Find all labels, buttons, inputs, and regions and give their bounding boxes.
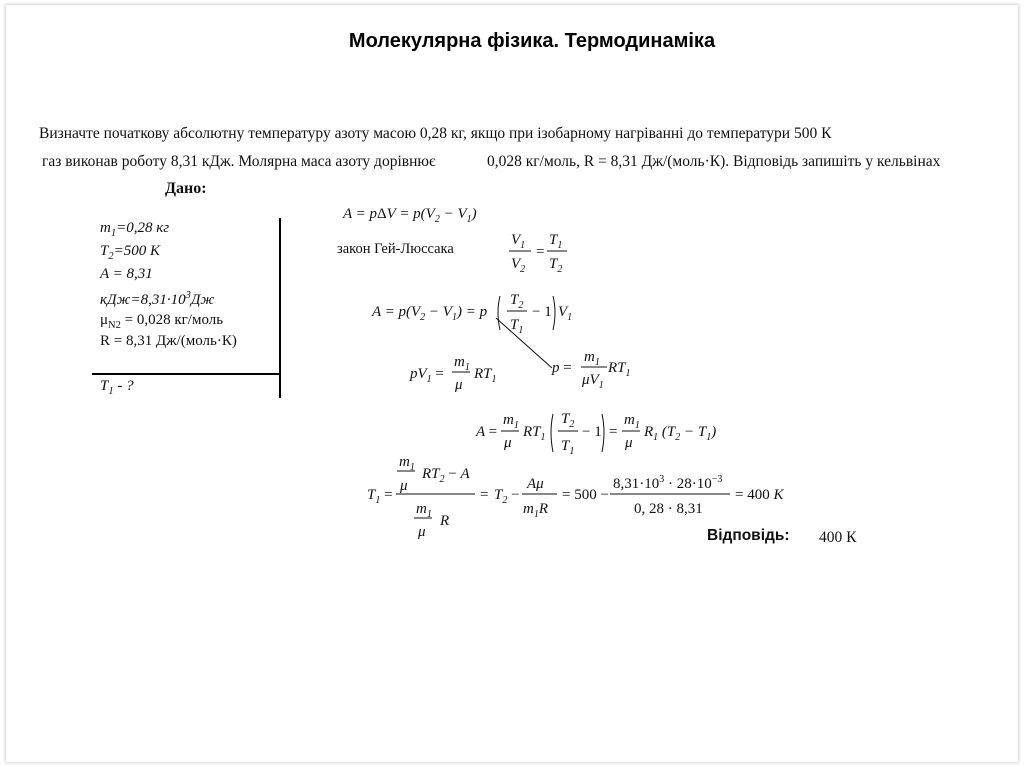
svg-text:μ: μ [418,524,426,540]
svg-text:A =: A = [476,424,498,440]
svg-text:pV1 =: $pV_1$ = [410,366,444,385]
svg-text:Aμ: Aμ [527,476,544,492]
given-item-molar-mass: $\mu_{N2} = 0,028$ кг/моль [100,312,224,331]
svg-text:m1: $m_1$ [399,454,415,473]
svg-text:RT1: $RT_1$ [474,366,497,385]
answer-label: Відповідь: [707,527,790,544]
svg-text:V1: $V_1$ [558,304,573,323]
formula-work-expanded [371,292,572,336]
formula-work: $A = p\Delta V = p(V_2 - V_1)$ [343,206,477,225]
svg-text:p =: p = [552,360,572,376]
svg-text:μ: μ [504,435,512,451]
formula-pressure [551,349,631,391]
svg-text:T2: $T_2$ [561,411,575,430]
svg-text:m1R: $m_1R$ [523,501,549,520]
svg-text:m1: $m_1$ [416,501,432,520]
given-item-gas-constant: R = 8,31 Дж/(моль·К) [100,333,237,349]
svg-text:RT1: $RT_1$ [608,360,631,379]
svg-text:A = p(V2 − V1) = p: $A = p(V_2 - V_1) = p$ [372,304,488,323]
svg-text:8,31·103 · 28·10−3: $8,31\cdot 10^3 \cdot 28\cdot 10^{-3}$ [613,474,723,492]
svg-text:=: = [536,244,545,260]
svg-text:T2 −: $T_2$ − [494,487,520,506]
svg-text:m1: $m_1$ [584,349,600,368]
given-item-work-si: $кДж=8,31\cdot 10^3Дж$ [100,290,215,308]
svg-text:RT1: $RT_1$ [523,424,546,443]
svg-text:μ: μ [625,435,633,451]
svg-text:μ: μ [455,377,463,393]
svg-text:m1: $m_1$ [503,412,519,431]
svg-text:R1 (T2 − T1): $R_1$ $(T_2 - T_1)$ [644,424,717,443]
svg-text:− 1: − 1 [532,304,552,320]
svg-text:T1: $T_1$ [510,317,524,336]
given-item-work: A = 8,31 [100,266,153,282]
task-text-line1: Визначте початкову абсолютну температуру азоту масою 0,28 кг, якщо при ізобарному нагріванні до температури 500 К [39,125,832,142]
svg-text:T1: $T_1$ [549,232,563,251]
given-item-mass: $m_1=0,28$ кг [100,220,170,239]
formula-work-final [475,411,716,457]
svg-text:=: = [609,424,618,440]
svg-text:RT2 − A: $RT_2 - A$ [422,466,470,485]
svg-text:0, 28 · 8,31: 0, 28 · 8,31 [634,501,703,517]
svg-text:− 1: − 1 [582,424,602,440]
svg-text:= 400 K: = 400 K [735,487,784,503]
svg-text:=: = [480,487,489,503]
task-text-line2a: газ виконав роботу 8,31 кДж. Молярна маса азоту дорівнює [42,153,436,170]
svg-text:m1: $m_1$ [624,412,640,431]
given-heading: Дано: [165,180,207,197]
svg-text:μ: μ [400,478,408,494]
svg-text:R: R [440,513,450,529]
svg-text:T2: $T_2$ [510,292,524,311]
find-unknown: $T_1$ - ? [100,378,134,397]
svg-text:V2: $V_2$ [511,256,526,275]
law-label: закон Гей-Люссака [337,241,454,257]
answer-value: 400 К [819,529,857,546]
slide-title: Молекулярна фізика. Термодинаміка [348,30,716,52]
svg-text:T1: $T_1$ [561,438,575,457]
svg-text:m1: $m_1$ [454,354,470,373]
formula-gay-lussac [509,232,567,275]
svg-text:V1: $V_1$ [511,232,526,251]
svg-text:= 500 −: = 500 − [562,487,609,503]
svg-text:T1 =: $T_1$ = [367,487,393,506]
svg-text:T2: $T_2$ [549,256,563,275]
given-item-temp2: $T_2=500$ К [100,243,160,262]
svg-text:μV1: $\mu V_1$ [582,372,604,391]
formula-ideal-gas [409,354,497,393]
task-text-line2b: 0,028 кг/моль, R = 8,31 Дж/(моль·К). Відповідь запишіть у кельвінах [487,153,941,170]
